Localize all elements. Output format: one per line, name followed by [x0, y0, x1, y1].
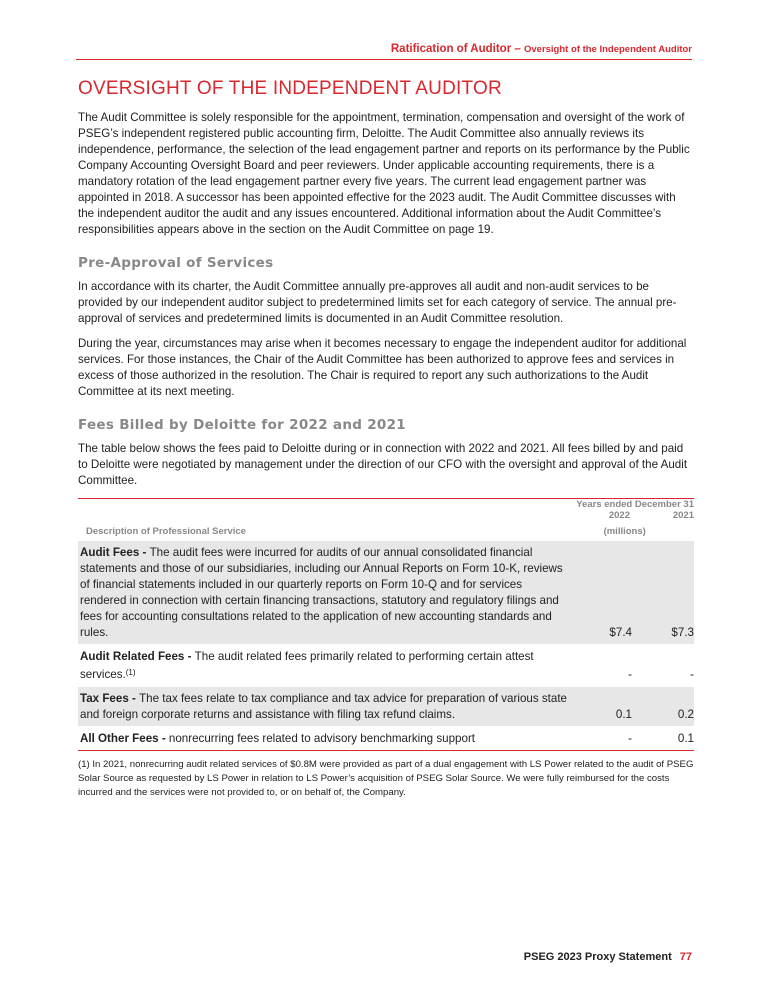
row-label: Audit Related Fees -	[80, 650, 195, 663]
row-text: nonrecurring fees related to advisory benchmarking support	[168, 732, 476, 745]
footer-document-title: PSEG 2023 Proxy Statement	[523, 951, 672, 963]
row-label: Tax Fees -	[80, 692, 140, 705]
unit-label: (millions)	[603, 526, 646, 537]
fees-intro-paragraph: The table below shows the fees paid to Deloitte during or in connection with 2022 and 2021. All fees billed by and paid to Deloitte were negotiated by management under the direction of our CFO with the oversight and approval of the Audit Committee.	[78, 442, 688, 487]
value-2021: $7.3	[671, 626, 694, 639]
table-row-tax-fees	[78, 686, 694, 726]
page-title: OVERSIGHT OF THE INDEPENDENT AUDITOR	[78, 78, 502, 99]
years-ended-header: Years ended December 31	[576, 499, 694, 510]
header-divider	[76, 59, 692, 60]
value-2022: -	[628, 732, 632, 745]
row-text: The audit fees were incurred for audits of our annual consolidated financial statements and those of our subsidiaries, including our Annual Reports on Form 10-K, reviews of financial statements included in our quarterly reports on Form 10-Q and for services rendered in connection with certain financing transactions, statutory and regulatory filings and fees for accounting consultations related to the application of new accounting standards and rules.	[80, 546, 563, 639]
year-2022-header: 2022	[608, 510, 630, 521]
value-2021: 0.1	[677, 732, 694, 745]
table-row-audit-related-fees	[78, 644, 694, 686]
page-footer	[524, 951, 692, 963]
row-text: The tax fees relate to tax compliance and tax advice for preparation of various state and foreign corporate returns and assistance with filing tax refund claims.	[80, 692, 567, 721]
preapproval-paragraph-2: During the year, circumstances may arise when it becomes necessary to engage the independent auditor for additional services. For those instances, the Chair of the Audit Committee has been authorized to approve fees and services in excess of those authorized in the resolution. The Chair is required to report any such authorizations to the Audit Committee at its next meeting.	[78, 337, 687, 398]
year-2021-header: 2021	[672, 510, 694, 521]
table-footnote: (1) In 2021, nonrecurring audit related services of $0.8M were provided as part of a dual engagement with LS Power related to the audit of PSEG Solar Source as requested by LS Power in relation to LS Power’s acquisition of PSEG Solar Source. We were fully reimbursed for the costs incurred and the services were not provided to, or on behalf of, the Company.	[78, 759, 694, 798]
page-content	[78, 78, 694, 800]
intro-paragraph: The Audit Committee is solely responsible for the appointment, termination, compensation and oversight of the work of PSEG’s independent registered public accounting firm, Deloitte. The Audit Committee also annually reviews its independence, performance, the selection of the lead engagement partner and reports on its performance by the Public Company Accounting Oversight Board and peer reviewers. Under applicable accounting requirements, there is a mandatory rotation of the lead engagement partner every five years. The current lead engagement partner was appointed in 2018. A successor has been appointed effective for the 2023 audit. The Audit Committee discusses with the independent auditor the audit and any issues encountered. Additional information about the Audit Committee’s responsibilities appears above in the section on the Audit Committee on page 19.	[78, 111, 690, 236]
running-header-section: Ratification of Auditor	[390, 43, 512, 55]
value-2021: 0.2	[677, 708, 694, 721]
table-header-year-columns	[78, 510, 694, 521]
fees-table	[78, 498, 694, 751]
running-header	[391, 43, 692, 55]
table-header-description	[78, 526, 694, 540]
value-2022: 0.1	[615, 708, 632, 721]
row-text: The audit related fees primarily related to performing certain attest services.	[80, 650, 534, 681]
running-header-subsection: Oversight of the Independent Auditor	[523, 44, 692, 55]
row-label: Audit Fees -	[80, 546, 150, 559]
table-header-years	[78, 499, 694, 510]
value-2022: $7.4	[609, 626, 632, 639]
footnote-marker: (1)	[125, 668, 136, 677]
preapproval-paragraph-1: In accordance with its charter, the Audit Committee annually pre-approves all audit and non-audit services to be provided by our independent auditor subject to predetermined limits set for each category of service. The annual pre-approval of services and predetermined limits is documented in an Audit Committee resolution.	[78, 280, 677, 325]
running-header-separator: –	[511, 43, 524, 55]
fees-heading: Fees Billed by Deloitte for 2022 and 2021	[78, 417, 406, 433]
row-label: All Other Fees -	[80, 732, 169, 745]
value-2022: -	[628, 668, 632, 681]
table-row-audit-fees	[78, 540, 694, 644]
preapproval-heading: Pre-Approval of Services	[78, 255, 274, 271]
page-number: 77	[679, 951, 692, 963]
table-row-all-other-fees	[78, 726, 694, 751]
value-2021: -	[690, 668, 694, 681]
description-column-header: Description of Professional Service	[86, 526, 246, 537]
